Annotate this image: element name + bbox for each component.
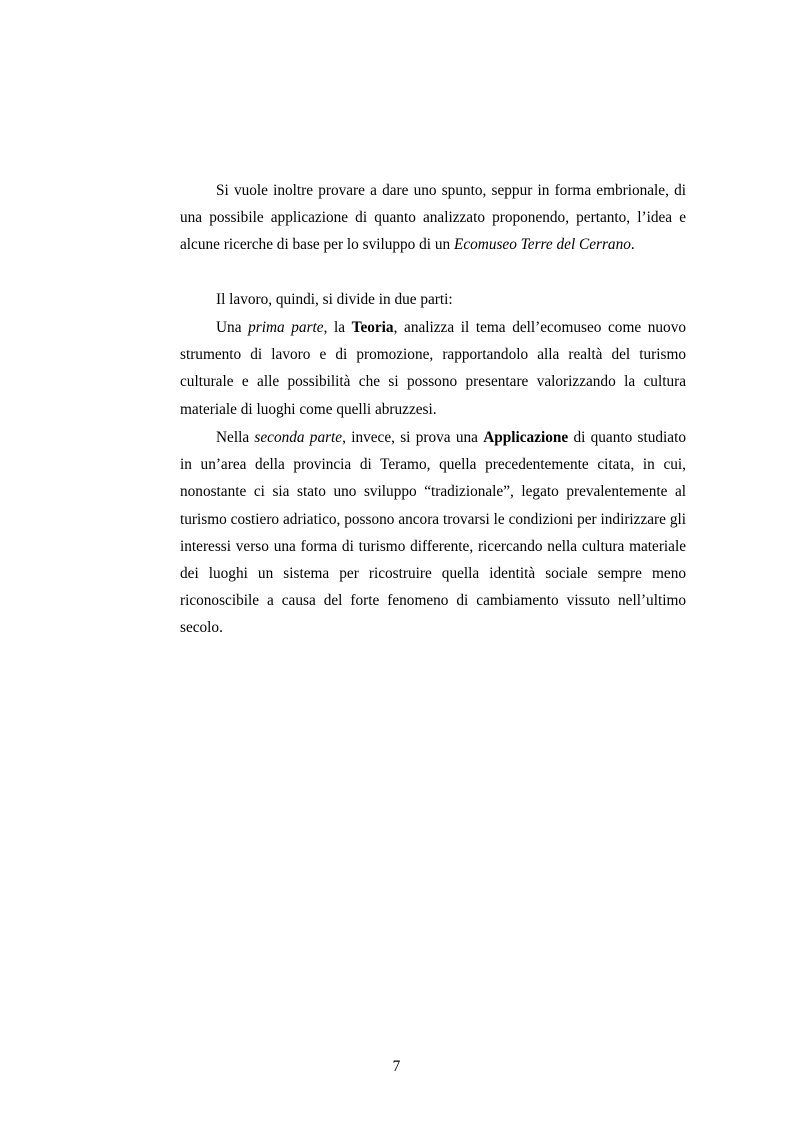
text-run: Una [216,319,249,336]
paragraph-text [180,424,686,642]
bold-run-teoria: Teoria [351,319,394,336]
text-run: Il lavoro, quindi, si divide in due parti: [216,291,453,308]
page-number: 7 [392,1058,401,1075]
paragraph-first-part [180,314,686,423]
italic-run-seconda-parte: seconda parte [254,429,343,446]
paragraph-structure [180,286,686,313]
text-run: . [630,236,635,254]
bold-run-applicazione: Applicazione [483,429,569,446]
text-run: , analizza il tema dell’ecomuseo come nuovo strumento di lavoro e di promozione, rapportandolo alla realtà del turismo culturale e alle possibilità che si possono presentare valorizzando la cultura materiale di luoghi come quelli abruzzesi. [180,319,686,418]
text-run: , invece, si prova una [342,429,484,446]
paragraph-text [180,314,686,423]
paragraph-text [180,177,686,259]
text-run: , la [323,319,352,336]
text-run: di quanto studiato in un’area della provincia di Teramo, quella precedentemente citata, in cui, nonostante ci sia stato uno sviluppo “tradizionale”, legato prevalentemente al turismo costiero adriatico, possono ancora trovarsi le condizioni per indirizzare gli interessi verso una forma di turismo differente, ricercando nella cultura materiale dei luoghi un sistema per ricostruire quella identità sociale sempre meno riconoscibile a causa del forte fenomeno di cambiamento vissuto nell’ultimo secolo. [180,429,686,637]
paragraph-text [180,286,686,313]
italic-run-ecomuseo: Ecomuseo Terre del Cerrano [453,236,631,254]
paragraph-second-part [180,424,686,642]
paragraph-intro [180,177,686,259]
text-run: Si vuole inoltre provare a dare uno spunto, seppur in forma embrionale, di una possibile applicazione di quanto analizzato proponendo, pertanto, l’idea e alcune ricerche di base per lo sviluppo di un [180,182,686,254]
text-run: Nella [216,429,255,446]
italic-run-prima-parte: prima parte [248,319,324,336]
